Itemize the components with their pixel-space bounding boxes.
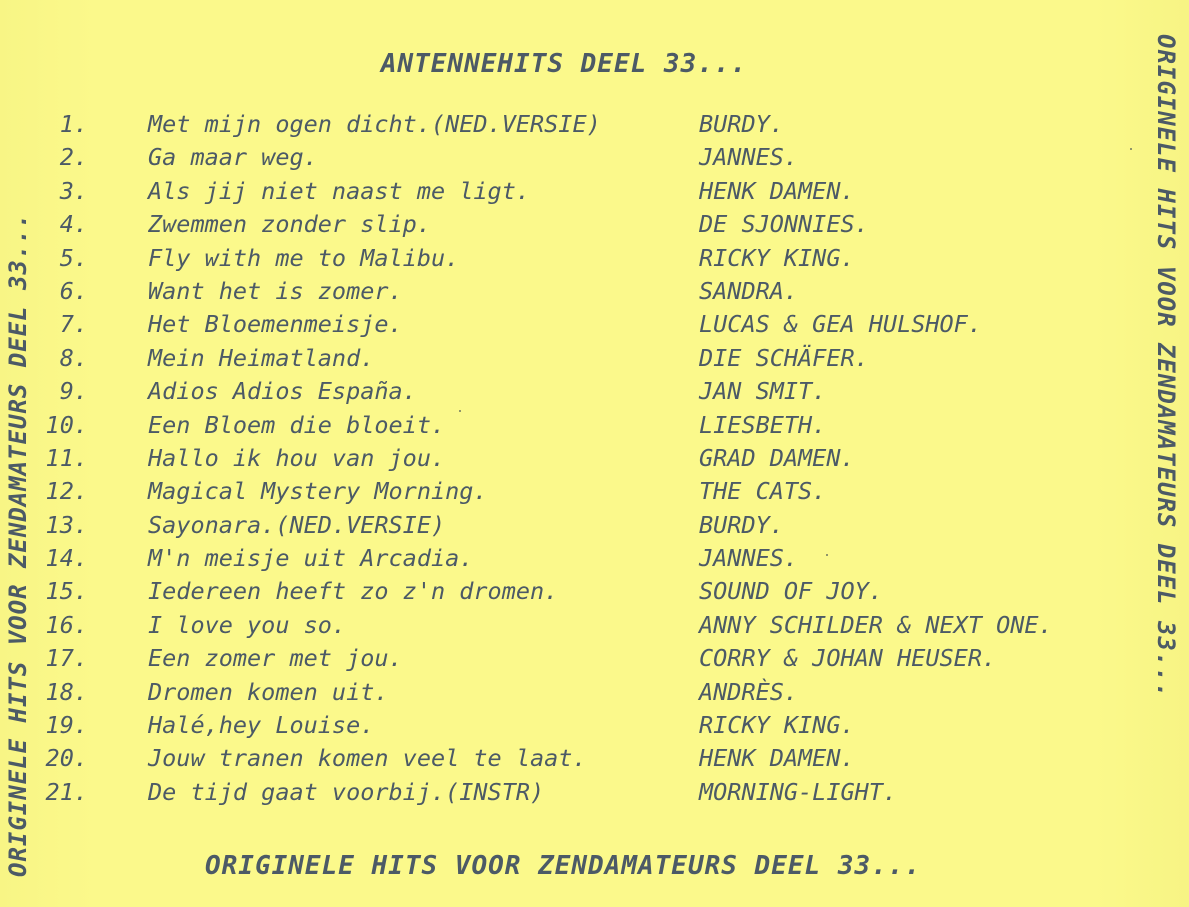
track-title: De tijd gaat voorbij.(INSTR) bbox=[148, 777, 545, 806]
track-artist: THE CATS. bbox=[699, 477, 827, 506]
track-row bbox=[0, 342, 1130, 375]
track-row bbox=[0, 575, 1130, 608]
track-number: 2. bbox=[59, 143, 88, 172]
track-artist: MORNING-LIGHT. bbox=[699, 777, 898, 806]
track-number: 14. bbox=[45, 544, 88, 573]
track-row bbox=[0, 542, 1130, 575]
track-row bbox=[0, 776, 1130, 809]
track-artist: RICKY KING. bbox=[699, 243, 855, 272]
paper-speck bbox=[1130, 148, 1132, 150]
track-number: 1. bbox=[59, 110, 88, 138]
track-title: Adios Adios España. bbox=[148, 377, 417, 406]
track-number: 18. bbox=[45, 677, 88, 706]
track-title: Halé,hey Louise. bbox=[148, 711, 375, 740]
paper-speck bbox=[459, 410, 461, 412]
track-row bbox=[0, 375, 1130, 408]
track-number: 9. bbox=[59, 377, 88, 406]
track-row bbox=[0, 308, 1130, 341]
track-number: 10. bbox=[45, 410, 88, 439]
track-number: 6. bbox=[59, 276, 88, 305]
track-row bbox=[0, 475, 1130, 508]
track-title: Fly with me to Malibu. bbox=[148, 243, 460, 272]
track-title: Sayonara.(NED.VERSIE) bbox=[148, 510, 446, 539]
track-title: Als jij niet naast me ligt. bbox=[148, 176, 531, 205]
track-number: 8. bbox=[59, 343, 88, 372]
track-number: 4. bbox=[59, 210, 88, 239]
track-number: 5. bbox=[59, 243, 88, 272]
track-row bbox=[0, 709, 1130, 742]
paper-speck bbox=[826, 554, 828, 556]
track-number: 17. bbox=[45, 644, 88, 673]
track-row bbox=[0, 409, 1130, 442]
left-spine-text: ORIGINELE HITS VOOR ZENDAMATEURS DEEL 33... bbox=[4, 212, 32, 877]
track-row bbox=[0, 642, 1130, 675]
track-title: Iedereen heeft zo z'n dromen. bbox=[148, 577, 559, 606]
track-artist: JANNES. bbox=[699, 544, 799, 573]
track-title: Ga maar weg. bbox=[148, 143, 318, 172]
track-artist: JAN SMIT. bbox=[699, 377, 827, 406]
track-artist: ANNY SCHILDER & NEXT ONE. bbox=[699, 610, 1053, 639]
track-artist: LUCAS & GEA HULSHOF. bbox=[699, 310, 982, 339]
track-artist: CORRY & JOHAN HEUSER. bbox=[699, 644, 997, 673]
right-spine-text: ORIGINELE HITS VOOR ZENDAMATEURS DEEL 33... bbox=[1152, 34, 1180, 699]
track-row bbox=[0, 676, 1130, 709]
track-title: Een zomer met jou. bbox=[148, 644, 403, 673]
track-artist: GRAD DAMEN. bbox=[699, 443, 855, 472]
track-number: 13. bbox=[45, 510, 88, 539]
track-title: Jouw tranen komen veel te laat. bbox=[148, 744, 587, 773]
track-number: 3. bbox=[59, 176, 88, 205]
track-row bbox=[0, 509, 1130, 542]
footer-title: ORIGINELE HITS VOOR ZENDAMATEURS DEEL 33... bbox=[205, 851, 922, 881]
track-number: 12. bbox=[45, 477, 88, 506]
track-row bbox=[0, 175, 1130, 208]
track-row bbox=[0, 108, 1130, 141]
track-artist: SANDRA. bbox=[699, 276, 799, 305]
track-artist: JANNES. bbox=[699, 143, 799, 172]
track-artist: DIE SCHÄFER. bbox=[699, 343, 869, 372]
track-artist: LIESBETH. bbox=[699, 410, 827, 439]
track-number: 20. bbox=[45, 744, 88, 773]
track-title: Met mijn ogen dicht.(NED.VERSIE) bbox=[148, 110, 601, 138]
track-title: Mein Heimatland. bbox=[148, 343, 375, 372]
track-artist: SOUND OF JOY. bbox=[699, 577, 883, 606]
track-title: Hallo ik hou van jou. bbox=[148, 443, 446, 472]
track-title: Want het is zomer. bbox=[148, 276, 403, 305]
track-title: Een Bloem die bloeit. bbox=[148, 410, 446, 439]
track-artist: DE SJONNIES. bbox=[699, 210, 869, 239]
track-title: Het Bloemenmeisje. bbox=[148, 310, 403, 339]
track-number: 15. bbox=[45, 577, 88, 606]
track-artist: HENK DAMEN. bbox=[699, 176, 855, 205]
track-row bbox=[0, 742, 1130, 775]
track-title: Zwemmen zonder slip. bbox=[148, 210, 431, 239]
track-row bbox=[0, 242, 1130, 275]
track-artist: BURDY. bbox=[699, 110, 784, 138]
track-title: Magical Mystery Morning. bbox=[148, 477, 488, 506]
track-list bbox=[0, 108, 1130, 808]
track-number: 21. bbox=[45, 777, 88, 806]
track-row bbox=[0, 141, 1130, 174]
track-row bbox=[0, 208, 1130, 241]
track-artist: BURDY. bbox=[699, 510, 784, 539]
track-title: M'n meisje uit Arcadia. bbox=[148, 544, 474, 573]
track-row bbox=[0, 275, 1130, 308]
track-artist: HENK DAMEN. bbox=[699, 744, 855, 773]
track-number: 16. bbox=[45, 610, 88, 639]
track-title: Dromen komen uit. bbox=[148, 677, 389, 706]
track-title: I love you so. bbox=[148, 610, 347, 639]
track-row bbox=[0, 609, 1130, 642]
track-number: 11. bbox=[45, 443, 88, 472]
track-artist: ANDRÈS. bbox=[699, 677, 799, 706]
track-row bbox=[0, 442, 1130, 475]
track-artist: RICKY KING. bbox=[699, 711, 855, 740]
album-title: ANTENNEHITS DEEL 33... bbox=[380, 49, 748, 79]
track-number: 7. bbox=[59, 310, 88, 339]
track-number: 19. bbox=[45, 711, 88, 740]
